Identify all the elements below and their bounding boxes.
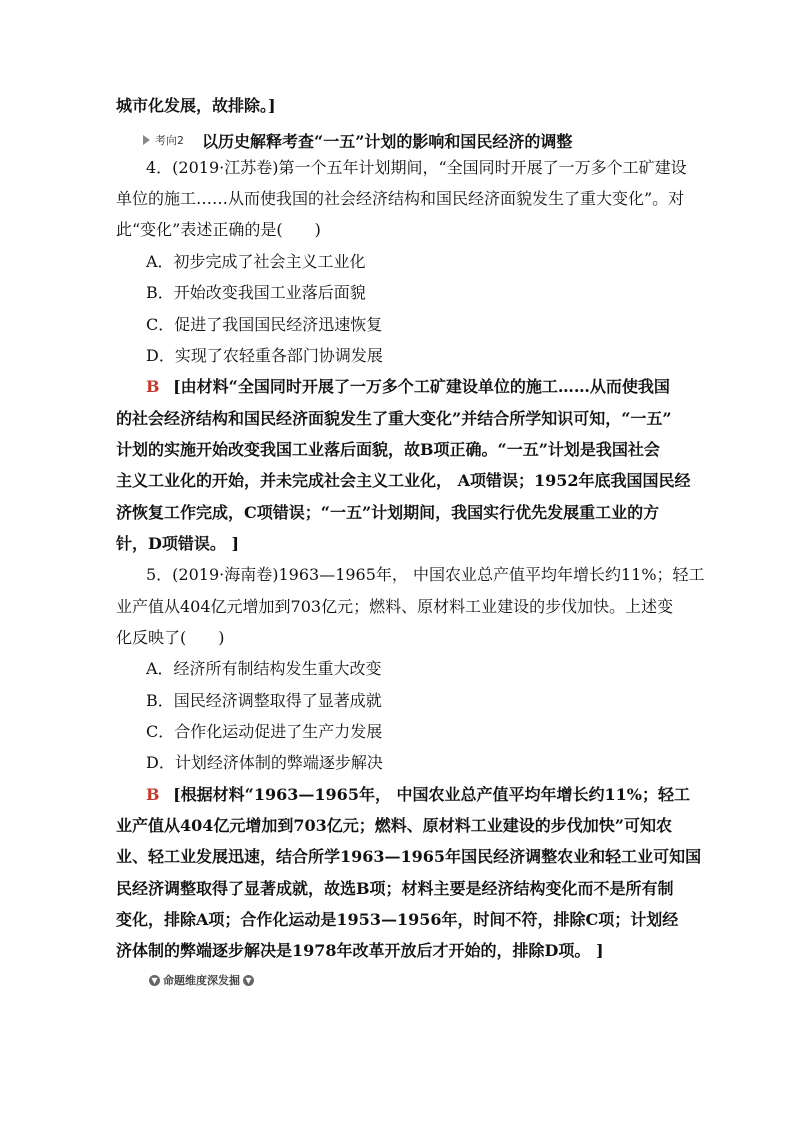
q4-option-d: D．实现了农轻重各部门协调发展 bbox=[146, 346, 383, 365]
q4-explanation-line-2: 的社会经济结构和国民经济面貌发生了重大变化”并结合所学知识可知，“一五” bbox=[116, 409, 672, 428]
play-arrow-icon bbox=[143, 135, 150, 145]
q5-explanation-line-6: 济体制的弊端逐步解决是1978年改革开放后才开始的，排除D项。 ] bbox=[116, 941, 604, 960]
q5-option-a: A．经济所有制结构发生重大改变 bbox=[146, 659, 382, 678]
q4-explanation-line-6: 针，D项错误。 ] bbox=[116, 534, 240, 553]
q5-explanation-line-4: 民经济调整取得了显著成就，故选B项；材料主要是经济结构变化而不是所有制 bbox=[116, 879, 674, 898]
q4-line-3: 此“变化”表述正确的是( ) bbox=[116, 220, 321, 239]
section-title: 以历史解释考查“一五”计划的影响和国民经济的调整 bbox=[202, 131, 573, 151]
q4-option-a: A．初步完成了社会主义工业化 bbox=[146, 252, 366, 271]
chevron-down-icon: ▼ bbox=[243, 975, 254, 986]
section-label: 考向2 bbox=[155, 134, 184, 147]
q4-option-b: B．开始改变我国工业落后面貌 bbox=[146, 283, 366, 302]
q5-line-3: 化反映了( ) bbox=[116, 628, 225, 647]
q4-explanation-line-5: 济恢复工作完成，C项错误；“一五”计划期间，我国实行优先发展重工业的方 bbox=[116, 503, 660, 522]
q5-line-2: 业产值从404亿元增加到703亿元；燃料、原材料工业建设的步伐加快。上述变 bbox=[116, 597, 674, 616]
q5-explanation-line-5: 变化，排除A项；合作化运动是1953—1956年，时间不符，排除C项；计划经 bbox=[116, 910, 679, 929]
q5-explanation-line-1 bbox=[146, 785, 690, 805]
chevron-down-icon: ▼ bbox=[149, 975, 160, 986]
q4-line-2: 单位的施工……从而使我国的社会经济结构和国民经济面貌发生了重大变化”。对 bbox=[116, 189, 685, 208]
q5-option-c: C．合作化运动促进了生产力发展 bbox=[146, 722, 383, 741]
q5-explanation-line-2: 业产值从404亿元增加到703亿元；燃料、原材料工业建设的步伐加快”可知农 bbox=[116, 816, 673, 835]
q4-explanation-line-4: 主义工业化的开始，并未完成社会主义工业化， A项错误；1952年底我国国民经 bbox=[116, 471, 691, 490]
footer-tag bbox=[146, 972, 257, 988]
intro-line: 城市化发展，故排除。] bbox=[116, 96, 276, 115]
q5-answer: B bbox=[146, 785, 160, 804]
q5-option-b: B．国民经济调整取得了显著成就 bbox=[146, 691, 382, 710]
q4-explanation-line-1 bbox=[146, 377, 670, 397]
section-tag bbox=[143, 130, 572, 150]
q5-explanation-line-3: 业、轻工业发展迅速，结合所学1963—1965年国民经济调整农业和轻工业可知国 bbox=[116, 847, 702, 866]
q5-line-1: 5．(2019·海南卷)1963—1965年， 中国农业总产值平均年增长约11%；轻工 bbox=[146, 565, 705, 584]
q5-option-d: D．计划经济体制的弊端逐步解决 bbox=[146, 753, 383, 772]
q4-explanation-line-3: 计划的实施开始改变我国工业落后面貌，故B项正确。“一五”计划是我国社会 bbox=[116, 440, 660, 459]
q4-line-1: 4．(2019·江苏卷)第一个五年计划期间，“全国同时开展了一万多个工矿建设 bbox=[146, 158, 687, 177]
footer-label: 命题维度深发掘 bbox=[163, 974, 240, 987]
q4-option-c: C．促进了我国国民经济迅速恢复 bbox=[146, 315, 383, 334]
q5-explanation-text: [根据材料“1963—1965年， 中国农业总产值平均年增长约11%；轻工 bbox=[173, 785, 690, 804]
q4-answer: B bbox=[146, 377, 160, 396]
q4-explanation-text: [由材料“全国同时开展了一万多个工矿建设单位的施工……从而使我国 bbox=[173, 377, 670, 396]
